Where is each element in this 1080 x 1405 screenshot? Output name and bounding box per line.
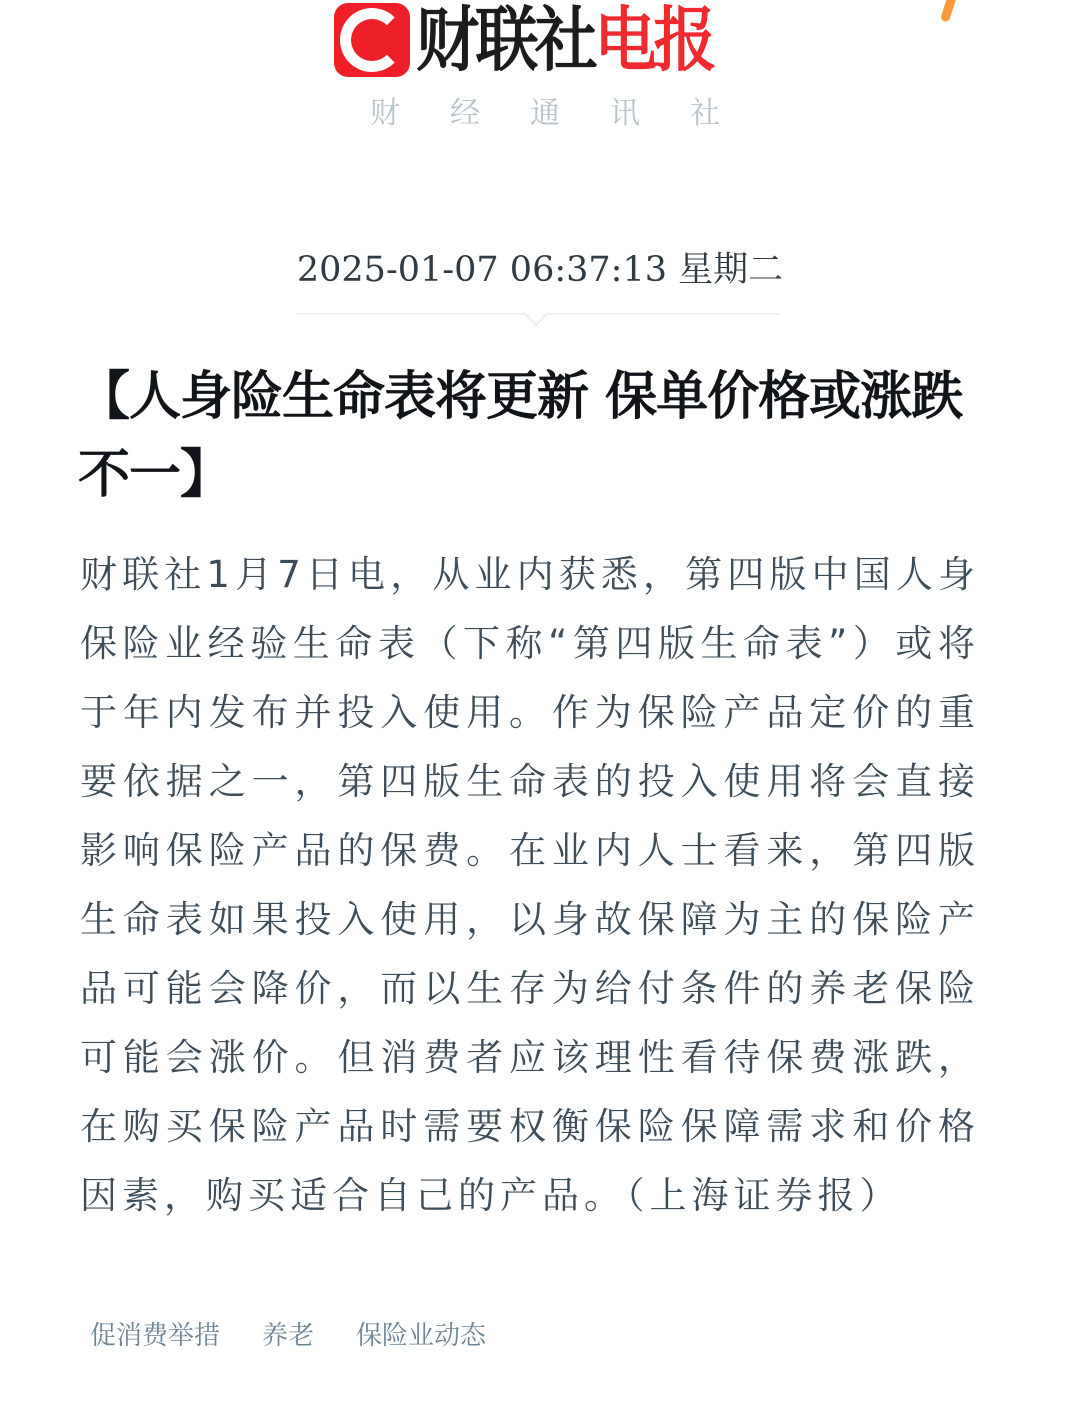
brand-logo	[0, 0, 1080, 81]
brand-subtitle-char: 讯	[610, 96, 640, 131]
article-title: 【人身险生命表将更新 保单价格或涨跌不一】	[78, 366, 963, 505]
article-datetime: 2025-01-07 06:37:13 星期二	[296, 250, 784, 290]
article-body: 财联社1月7日电，从业内获悉，第四版中国人身保险业经验生命表（下称“第四版生命表”）或将于年内发布并投入使用。作为保险产品定价的重要依据之一，第四版生命表的投入使用将会直接影响保险产品的保费。在业内人士看来，第四版生命表如果投入使用，以身故保障为主的保险产品可能会降价，而以生存为给付条件的养老保险可能会涨价。但消费者应该理性看待保费涨跌，在购买保险产品时需要权衡保险保障需求和价格因素，购买适合自己的产品。（上海证券报）	[80, 553, 980, 1217]
brand-name-black: 财联社	[416, 0, 595, 81]
c-logo-icon	[334, 3, 410, 77]
tag-list	[90, 1316, 486, 1356]
brand-subtitle	[0, 94, 1080, 134]
divider-notch-icon	[525, 304, 548, 327]
brand-subtitle-char: 社	[690, 96, 720, 131]
brand-subtitle-char: 通	[530, 96, 560, 131]
tag-item[interactable]: 促消费举措	[90, 1321, 221, 1351]
brand-name	[416, 0, 713, 81]
brand-subtitle-char: 财	[370, 96, 400, 131]
brand-name-red: 电报	[594, 0, 713, 81]
tag-item[interactable]: 养老	[262, 1321, 315, 1351]
tag-item[interactable]: 保险业动态	[356, 1321, 487, 1351]
brand-subtitle-char: 经	[450, 96, 480, 131]
